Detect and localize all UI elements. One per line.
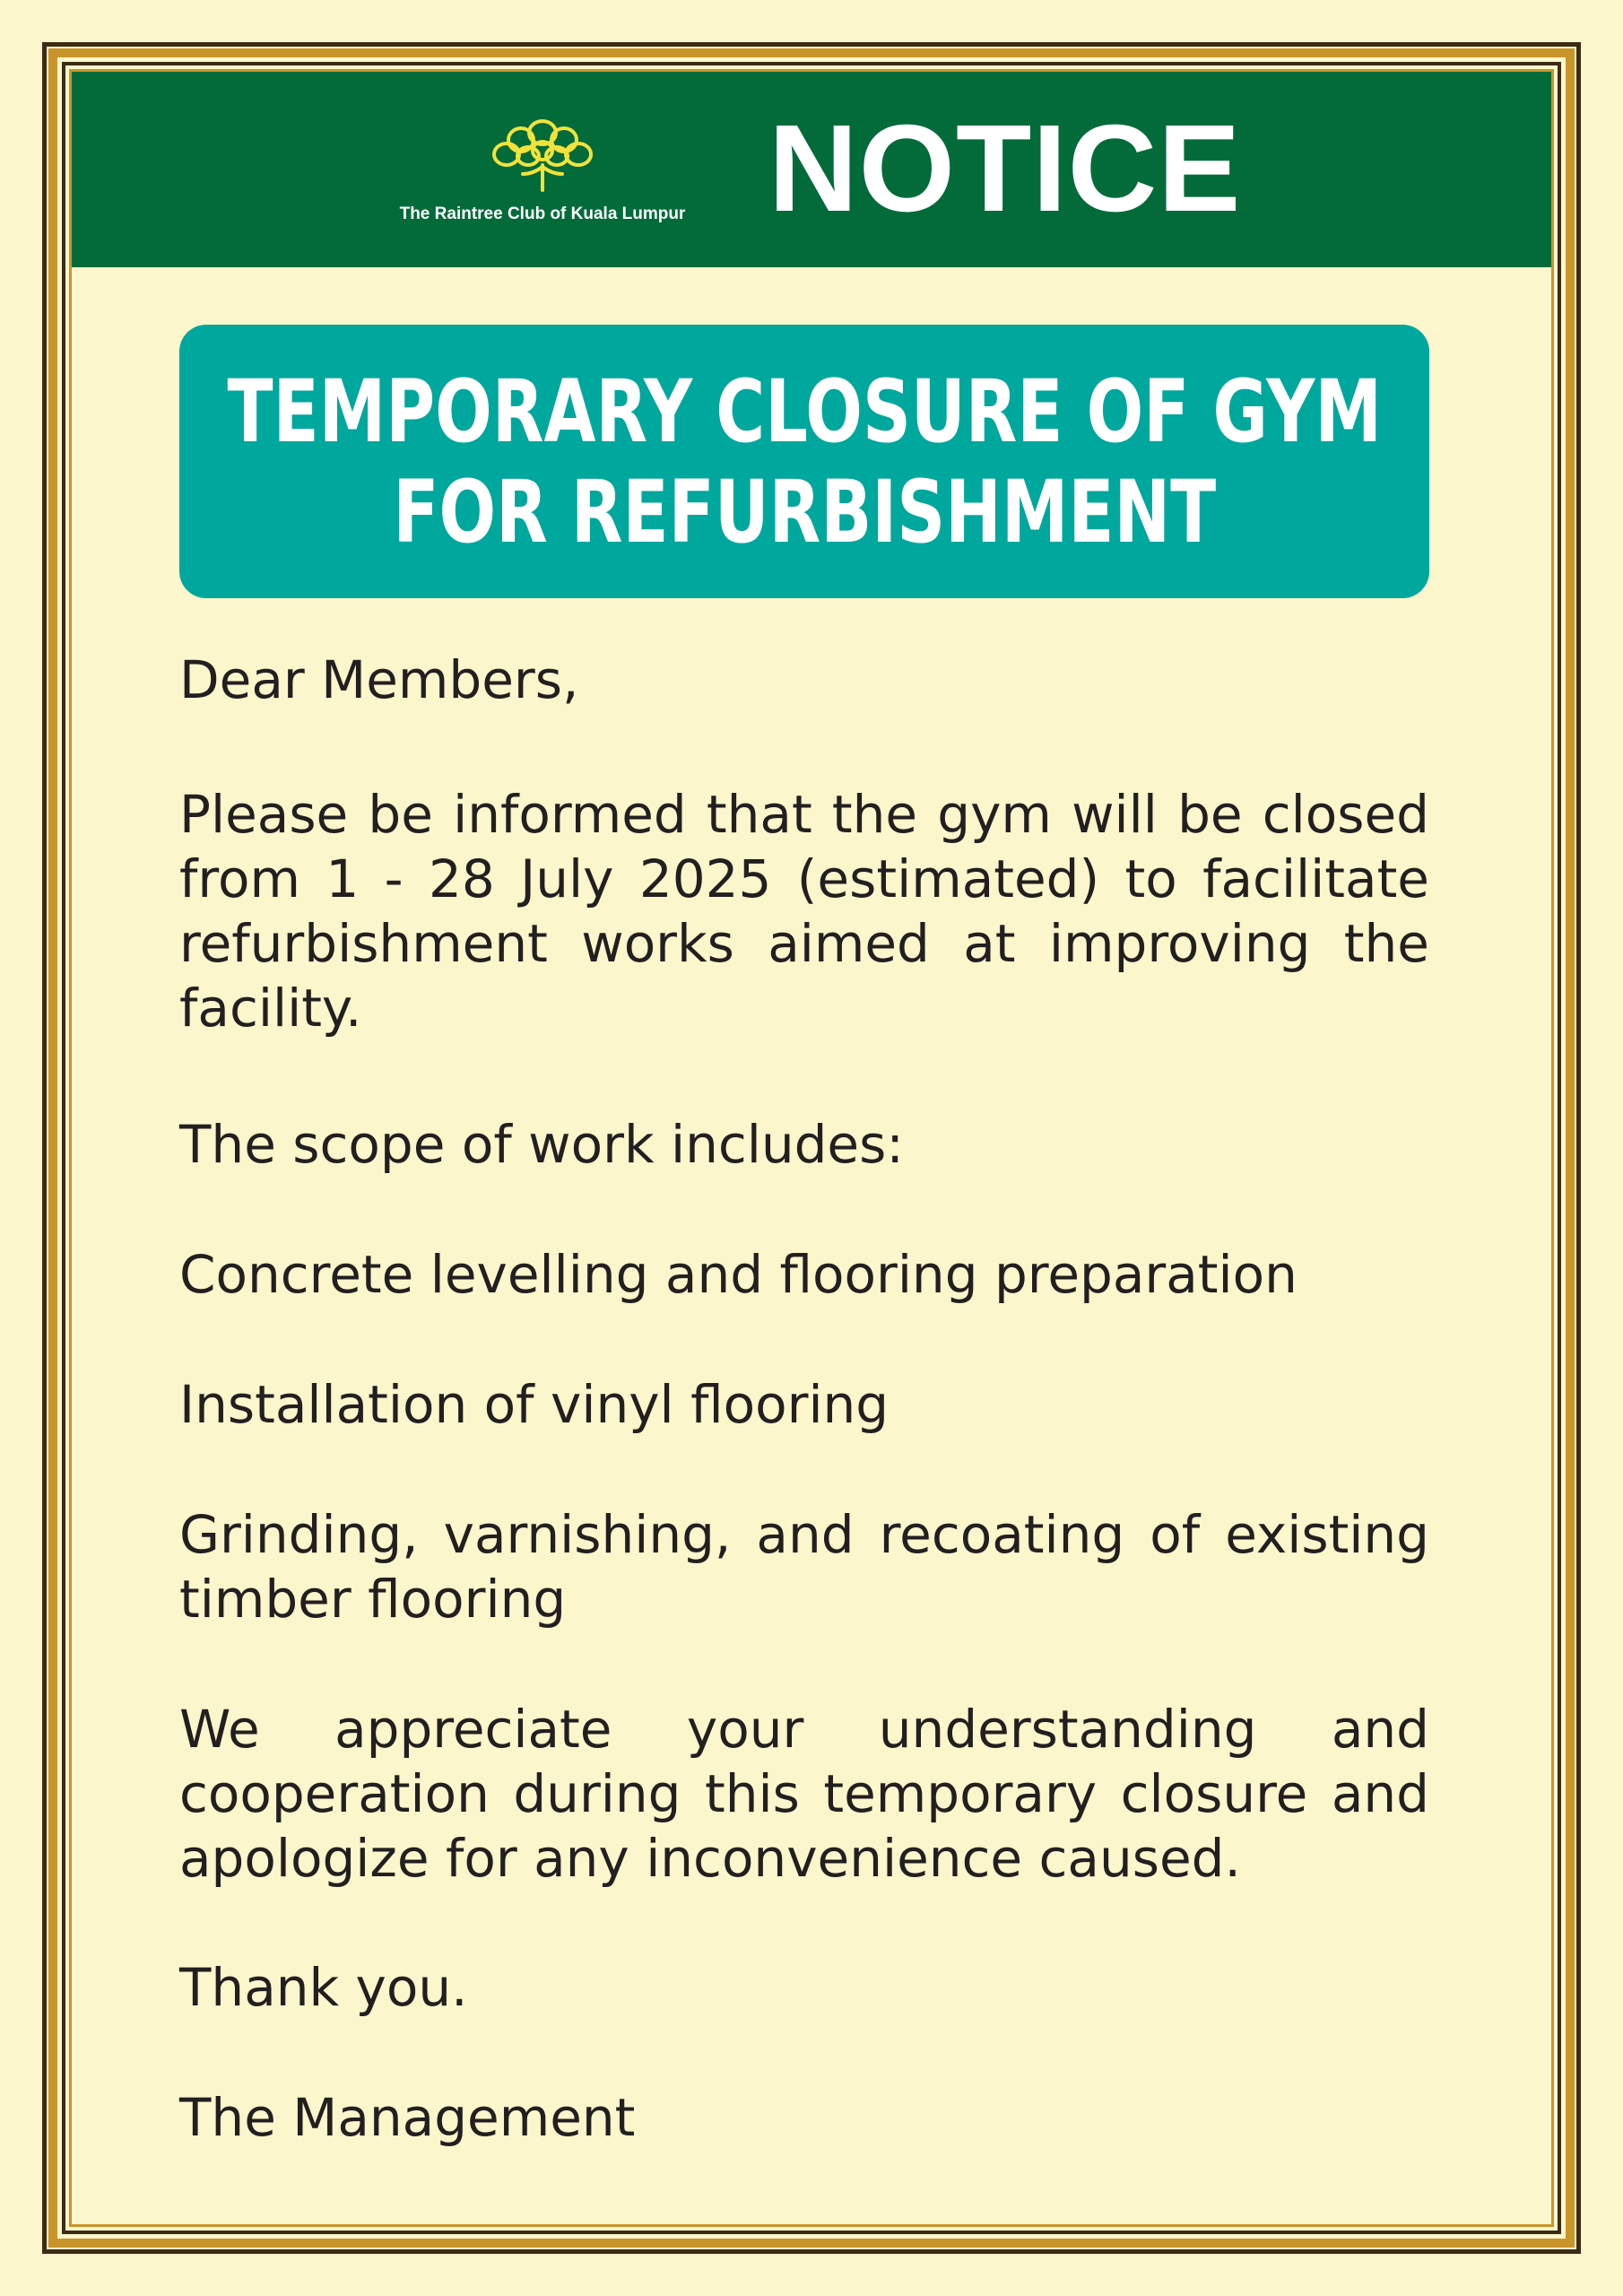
notice-content <box>72 72 1551 2224</box>
paragraph-closure-dates: Please be informed that the gym will be closed from 1 - 28 July 2025 (estimated) to facilitate refurbishment works aimed at improving the facility. <box>179 784 1429 1039</box>
notice-header <box>72 72 1551 267</box>
greeting: Dear Members, <box>179 649 579 710</box>
banner-line-1: TEMPORARY CLOSURE OF GYM <box>227 361 1382 462</box>
scope-item: Grinding, varnishing, and recoating of existing timber flooring <box>179 1504 1429 1630</box>
scope-item: Concrete levelling and flooring preparation <box>179 1244 1298 1305</box>
scope-intro: The scope of work includes: <box>179 1114 904 1175</box>
signature: The Management <box>179 2087 636 2148</box>
club-name: The Raintree Club of Kuala Lumpur <box>399 204 686 223</box>
paragraph-closing: We appreciate your understanding and cooperation during this temporary closure and apologize for any inconvenience caused. <box>179 1699 1429 1889</box>
banner-title <box>227 361 1381 562</box>
club-logo <box>377 118 708 235</box>
thank-you: Thank you. <box>179 1957 468 2018</box>
notice-title: NOTICE <box>768 100 1242 238</box>
raintree-logo-icon <box>489 118 596 192</box>
closure-banner <box>179 325 1429 598</box>
banner-line-2: FOR REFURBISHMENT <box>393 461 1216 562</box>
scope-item: Installation of vinyl flooring <box>179 1374 890 1435</box>
